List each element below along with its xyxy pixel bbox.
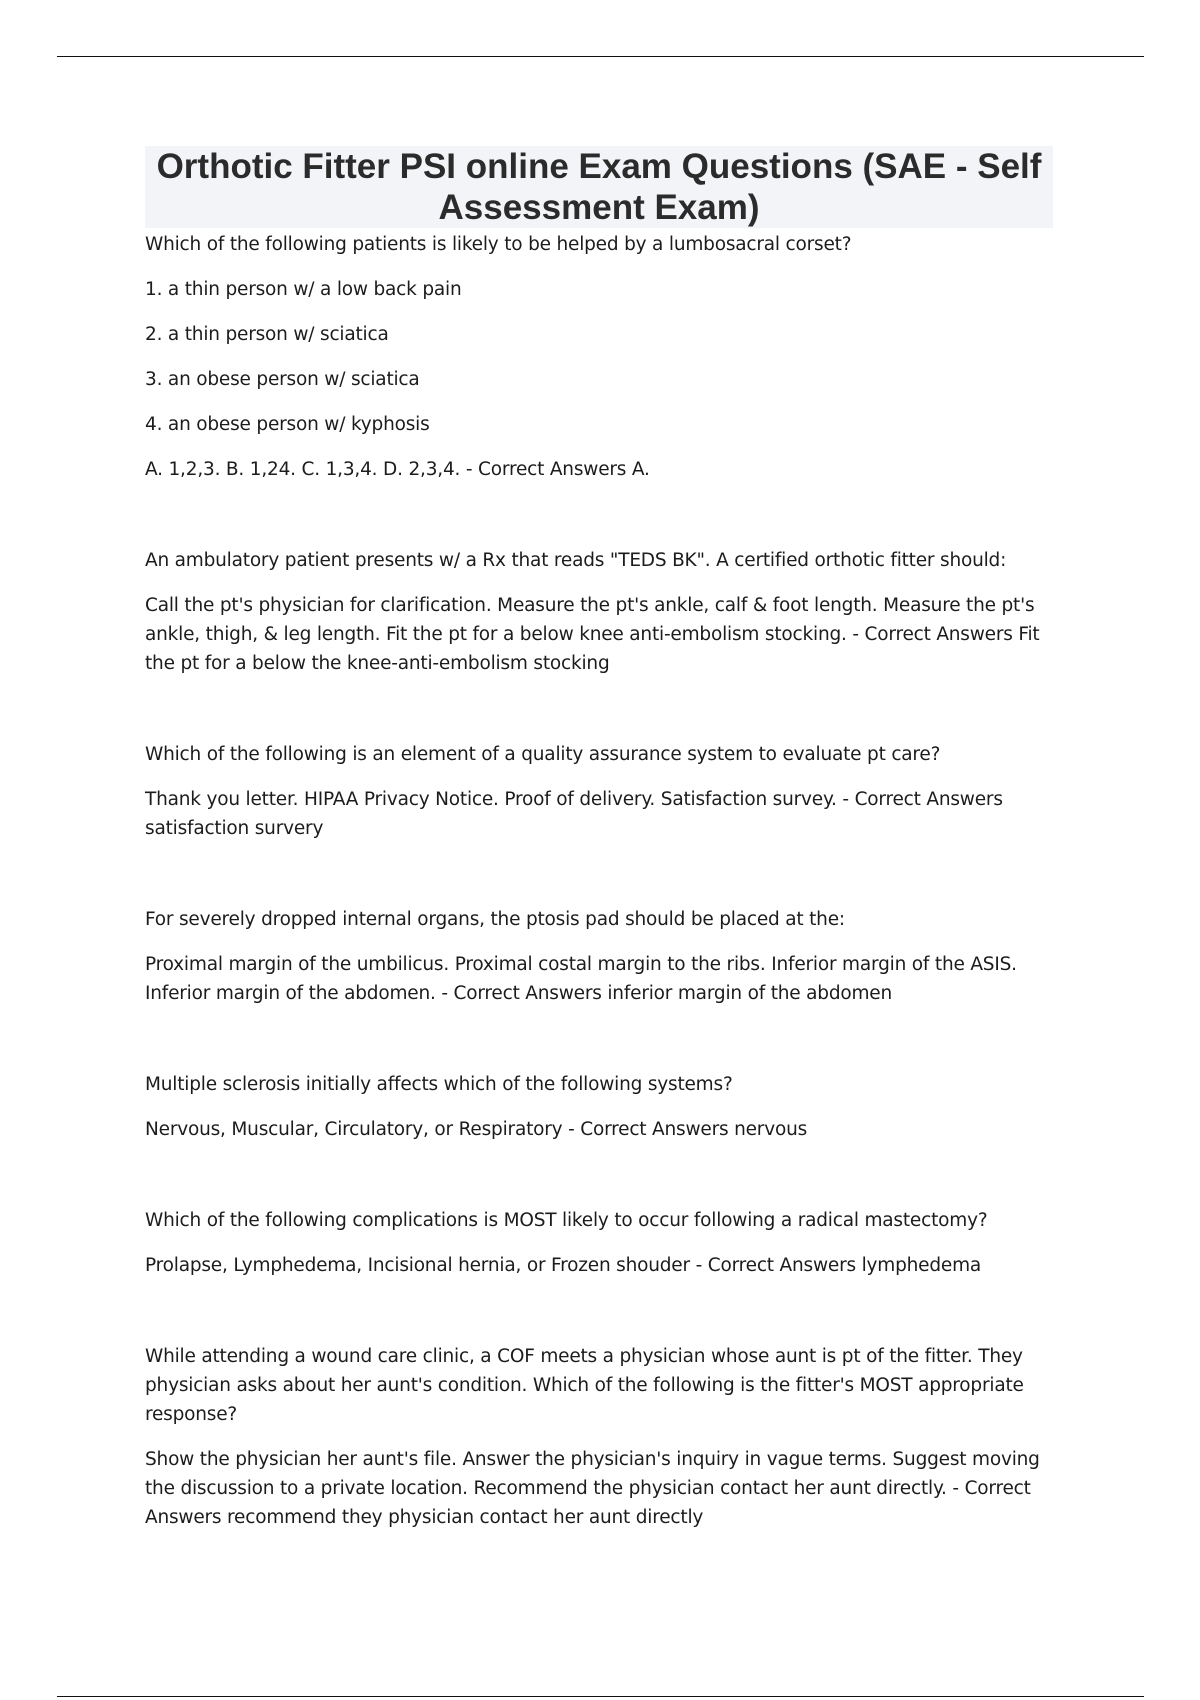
question-text: An ambulatory patient presents w/ a Rx that reads "TEDS BK". A certified orthotic fitter should: <box>145 550 1007 571</box>
block-spacer <box>145 843 1060 905</box>
answer-option-2: 2. a thin person w/ sciatica <box>145 324 389 345</box>
question-text: Which of the following is an element of a quality assurance system to evaluate pt care? <box>145 744 941 765</box>
question-text: Which of the following patients is likely to be helped by a lumbosacral corset? <box>145 234 852 255</box>
answer-text: Nervous, Muscular, Circulatory, or Respiratory - Correct Answers nervous <box>145 1119 808 1140</box>
answer-text: A. 1,2,3. B. 1,24. C. 1,3,4. D. 2,3,4. - Correct Answers A. <box>145 459 650 480</box>
block-spacer <box>145 1008 1060 1070</box>
question-text: Multiple sclerosis initially affects which of the following systems? <box>145 1074 733 1095</box>
question-block-7 <box>145 1342 1060 1532</box>
question-block-6 <box>145 1206 1060 1280</box>
question-block-4 <box>145 905 1060 1008</box>
question-block-1 <box>145 230 1060 484</box>
block-spacer <box>145 1144 1060 1206</box>
question-block-2 <box>145 546 1060 678</box>
answer-option-1: 1. a thin person w/ a low back pain <box>145 279 462 300</box>
question-text: For severely dropped internal organs, the ptosis pad should be placed at the: <box>145 909 845 930</box>
answer-text: Thank you letter. HIPAA Privacy Notice. Proof of delivery. Satisfaction survey. - Correct Answers satisfaction survery <box>145 789 1003 839</box>
bottom-rule <box>57 1696 1144 1697</box>
answer-text: Prolapse, Lymphedema, Incisional hernia, or Frozen shouder - Correct Answers lymphedema <box>145 1255 982 1276</box>
top-rule <box>57 56 1144 57</box>
answer-text: Call the pt's physician for clarification. Measure the pt's ankle, calf & foot length. Measure the pt's ankle, thigh, & leg length. Fit the pt for a below knee anti-embolism stocking. - Correct Answers Fit the pt for a below the knee-anti-embolism stocking <box>145 595 1040 674</box>
answer-text: Show the physician her aunt's file. Answer the physician's inquiry in vague terms. Suggest moving the discussion to a private location. Recommend the physician contact her aunt directly. - Correct Answers recommend they physician contact her aunt directly <box>145 1449 1040 1528</box>
question-block-3 <box>145 740 1060 843</box>
question-text: Which of the following complications is MOST likely to occur following a radical mastectomy? <box>145 1210 988 1231</box>
question-block-5 <box>145 1070 1060 1144</box>
answer-option-3: 3. an obese person w/ sciatica <box>145 369 420 390</box>
document-body <box>145 228 1060 1532</box>
block-spacer <box>145 678 1060 740</box>
block-spacer <box>145 484 1060 546</box>
answer-option-4: 4. an obese person w/ kyphosis <box>145 414 430 435</box>
document-title: Orthotic Fitter PSI online Exam Questions (SAE - Self Assessment Exam) <box>156 147 1042 227</box>
question-text: While attending a wound care clinic, a COF meets a physician whose aunt is pt of the fitter. They physician asks about her aunt's condition. Which of the following is the fitter's MOST appropriate response? <box>145 1346 1024 1425</box>
block-spacer <box>145 1280 1060 1342</box>
answer-text: Proximal margin of the umbilicus. Proximal costal margin to the ribs. Inferior margin of the ASIS. Inferior margin of the abdomen. - Correct Answers inferior margin of the abdomen <box>145 954 1017 1004</box>
title-banner <box>145 146 1053 228</box>
